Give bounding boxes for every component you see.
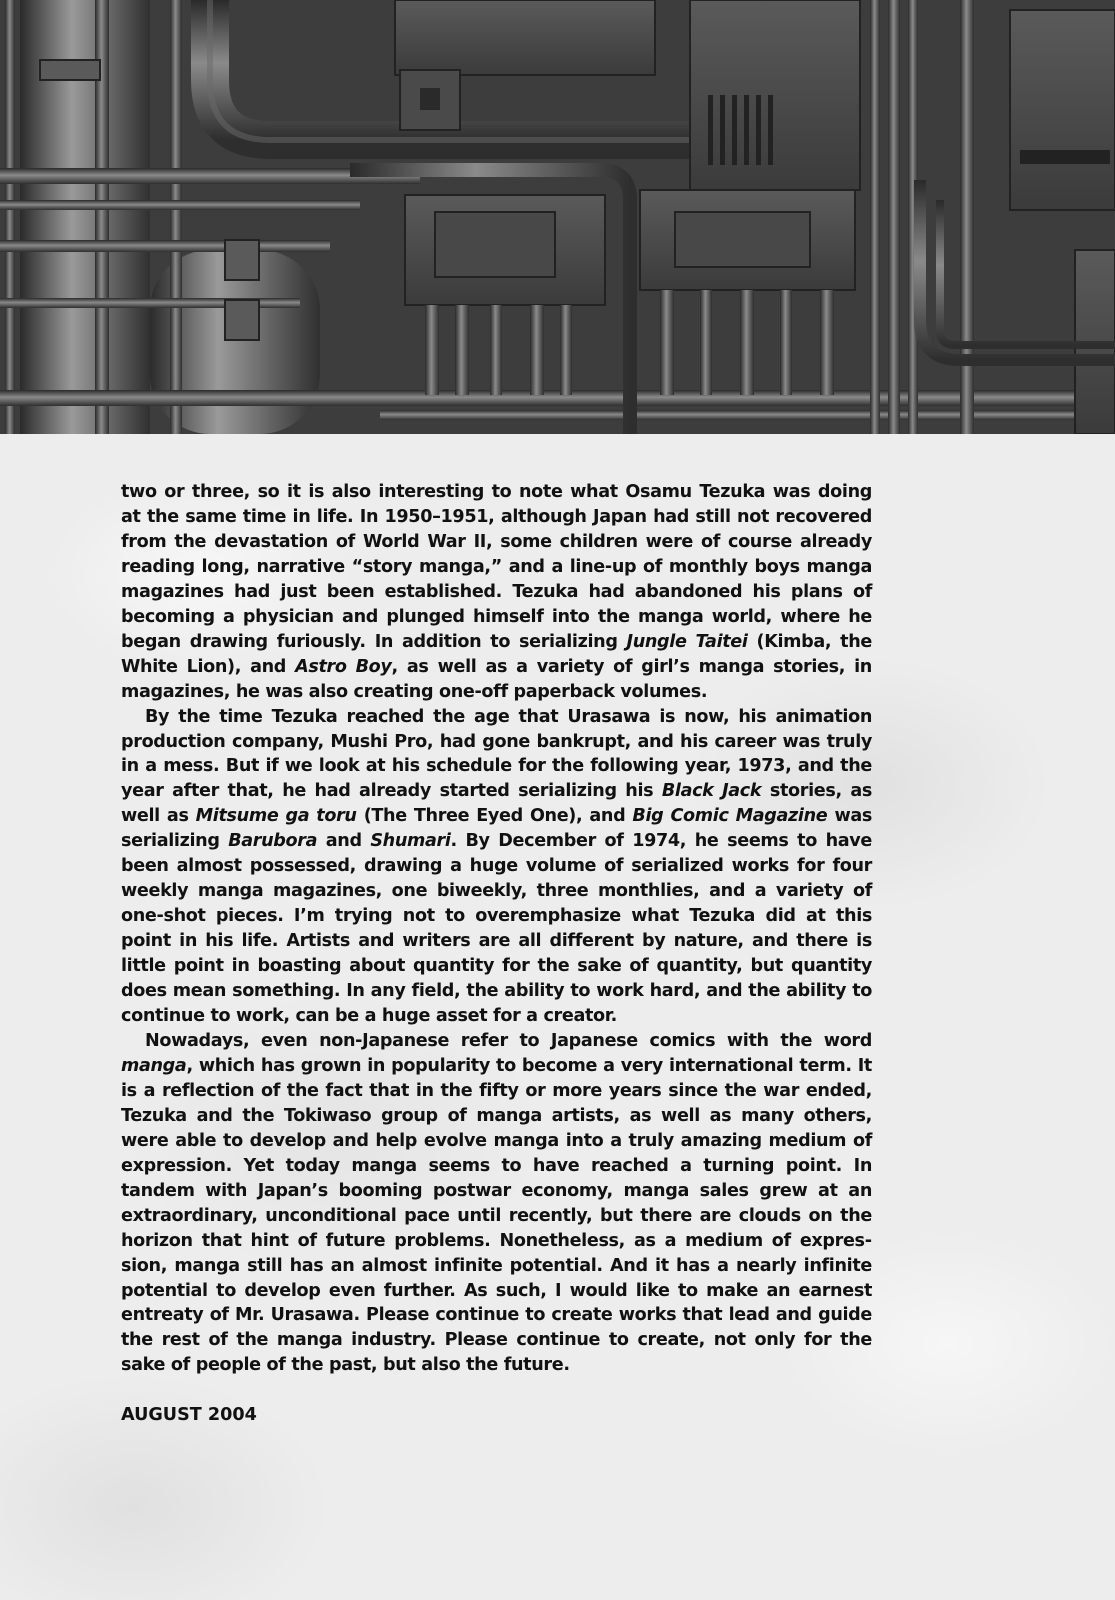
text-run: . By December of 1974, he seems to have been almost possessed, drawing a huge volume of serialized works for four weekly manga magazines, one biweekly, three monthlies, and a variety of one-shot pieces. I’m trying not to overemphasize what Tezuka did at this point in his life. Artists and writers are all different by nature, and there is little point in boasting about quantity for the sake of quantity, but quantity does mean something. In any field, the ability to work hard, and the ability to continue to work, can be a huge asset for a creator. <box>121 831 872 1027</box>
italic-title: Black Jack <box>661 781 762 802</box>
paragraph-1 <box>121 480 872 705</box>
italic-title: Mitsume ga toru <box>195 806 357 827</box>
essay-body <box>121 480 872 1378</box>
text-run: , as well as a variety of girl’s manga stories, in magazines, he was also creating one-off paperback volumes. <box>121 656 872 702</box>
text-run: Nowadays, even non-Japanese refer to Japanese comics with the word <box>145 1030 872 1051</box>
dateline: AUGUST 2004 <box>121 1405 257 1425</box>
text-run: stories, as well as <box>121 781 873 827</box>
italic-title: Shumari <box>370 831 451 852</box>
text-run: was serializing <box>121 806 872 852</box>
paragraph-3 <box>121 1029 872 1378</box>
text-run: , which has grown in popularity to become a very international term. It is a reflection of the fact that in the fifty or more years since the war ended, Tezuka and the Tokiwaso group of manga artists, as well as many others, were able to develop and help evolve manga into a truly amazing medium of expression. Yet today manga seems to have reached a turning point. In tandem with Japan’s booming postwar economy, manga sales grew at an extraordinary, unconditional pace until recently, but there are clouds on the horizon that hint of future problems. Nonetheless, as a medium of expression, manga still has an almost infinite potential. And it has a nearly infinite potential to develop even further. As such, I would like to make an earnest entreaty of Mr. Urasawa. Please continue to create works that lead and guide the rest of the manga industry. Please continue to create, not only for the sake of people of the past, but also the future. <box>121 1055 872 1376</box>
machinery-banner-image <box>0 0 1115 434</box>
italic-title: Barubora <box>228 831 318 852</box>
text-run: two or three, so it is also interesting to note what Osamu Tezuka was doing at the same time in life. In 1950–1951, although Japan had still not recovered from the devastation of World War II, some children were of course already reading long, narrative “story manga,” and a line-up of monthly boys manga magazines had just been established. Tezuka had abandoned his plans of becoming a physician and plunged himself into the manga world, where he began drawing furiously. In addition to serializing <box>121 482 872 652</box>
paragraph-2 <box>121 705 872 1029</box>
italic-title: manga <box>121 1055 187 1076</box>
text-run: (Kimba, the White Lion), and <box>121 631 872 677</box>
text-run: By the time Tezuka reached the age that Urasawa is now, his animation production company, Mushi Pro, had gone bankrupt, and his career was truly in a mess. But if we look at his schedule for the following year, 1973, and the year after that, he had already started serializing his <box>121 706 872 802</box>
italic-title: Big Comic Magazine <box>632 806 828 827</box>
italic-title: Astro Boy <box>295 656 392 677</box>
italic-title: Jungle Taitei <box>626 631 748 652</box>
text-run: and <box>317 831 371 852</box>
text-run: (The Three Eyed One), and <box>356 806 633 827</box>
